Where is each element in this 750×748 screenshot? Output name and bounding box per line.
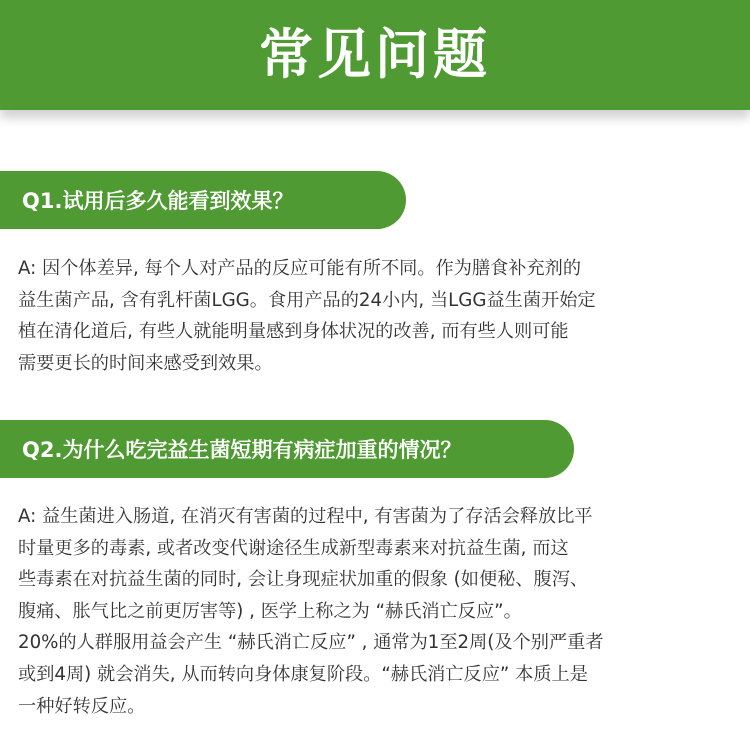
answer-2-line: 一种好转反应。: [18, 695, 146, 717]
question-1-banner: [0, 171, 406, 229]
answer-1-line: A: 因个体差异, 每个人对产品的反应可能有所不同。作为膳食补充剂的: [18, 258, 582, 279]
page-title: 常见问题: [259, 23, 491, 86]
answer-2: [18, 501, 733, 722]
answer-2-line: 20%的人群服用益会产生 “赫氏消亡反应” , 通常为1至2周(及个别严重者: [18, 632, 604, 654]
answer-2-line: 时量更多的毒素, 或者改变代谢途径生成新型毒素来对抗益生菌, 而这: [18, 537, 569, 559]
question-1-text: Q1.试用后多久能看到效果？: [22, 189, 294, 213]
answer-1-line: 益生菌产品, 含有乳杆菌LGG。食用产品的24小内, 当LGG益生菌开始定: [18, 289, 596, 311]
answer-1-line: 需要更长的时间来感受到效果。: [18, 352, 273, 374]
question-2-banner: [0, 420, 574, 478]
question-2-text: Q2.为什么吃完益生菌短期有病症加重的情况？: [22, 438, 462, 462]
answer-2-line: 腹痛、胀气比之前更厉害等) , 医学上称之为 “赫氏消亡反应”。: [18, 600, 522, 622]
answer-1: [18, 253, 733, 379]
page-header: [0, 0, 750, 110]
answer-2-line: A: 益生菌进入肠道, 在消灭有害菌的过程中, 有害菌为了存活会释放比平: [18, 506, 593, 527]
answer-1-line: 植在清化道后, 有些人就能明量感到身体状况的改善, 而有些人则可能: [18, 321, 569, 343]
answer-2-line: 些毒素在对抗益生菌的同时, 会让身现症状加重的假象 (如便秘、腹泻、: [18, 569, 589, 591]
answer-2-line: 或到4周) 就会消失, 从而转向身体康复阶段。“赫氏消亡反应” 本质上是: [18, 663, 588, 685]
